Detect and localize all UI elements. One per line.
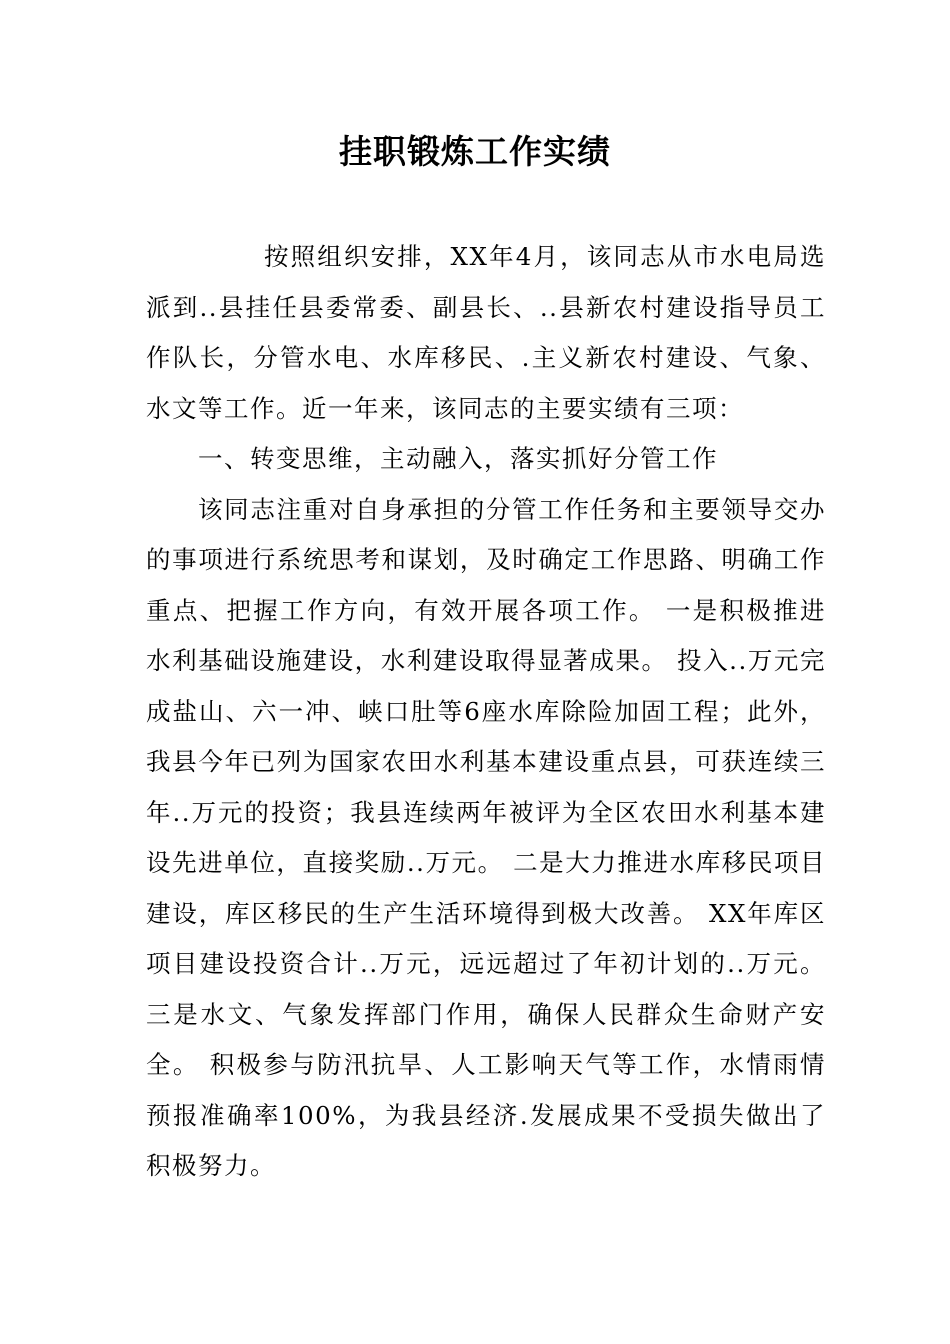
section-heading: 一、转变思维，主动融入，落实抓好分管工作: [198, 444, 718, 473]
document-title: 挂职锻炼工作实绩: [339, 132, 611, 171]
body-paragraph: 该同志注重对自身承担的分管工作任务和主要领导交办的事项进行系统思考和谋划，及时确定工作思路、明确工作重点、把握工作方向，有效开展各项工作。 一是积极推进水利基础设施建设，水利建设取得显著成果。 投入..万元完成盐山、六一冲、峡口肚等6座水库除险加固工程；此外，我县今年已列为国家农田水利基本建设重点县，可获连续三年..万元的投资；我县连续两年被评为全区农田水利基本建设先进单位，直接奖励..万元。 二是大力推进水库移民项目建设，库区移民的生产生活环境得到极大改善。 XX年库区项目建设投资合计..万元，远远超过了年初计划的..万元。 三是水文、气象发挥部门作用，确保人民群众生命财产安全。 积极参与防汛抗旱、人工影响天气等工作，水情雨情预报准确率100%，为我县经济.发展成果不受损失做出了积极努力。: [146, 494, 826, 1180]
intro-paragraph: 按照组织安排，XX年4月，该同志从市水电局选派到..县挂任县委常委、副县长、..县新农村建设指导员工作队长，分管水电、水库移民、.主义新农村建设、气象、水文等工作。近一年来，该同志的主要实绩有三项：: [146, 242, 826, 423]
document-body: [146, 232, 826, 1192]
